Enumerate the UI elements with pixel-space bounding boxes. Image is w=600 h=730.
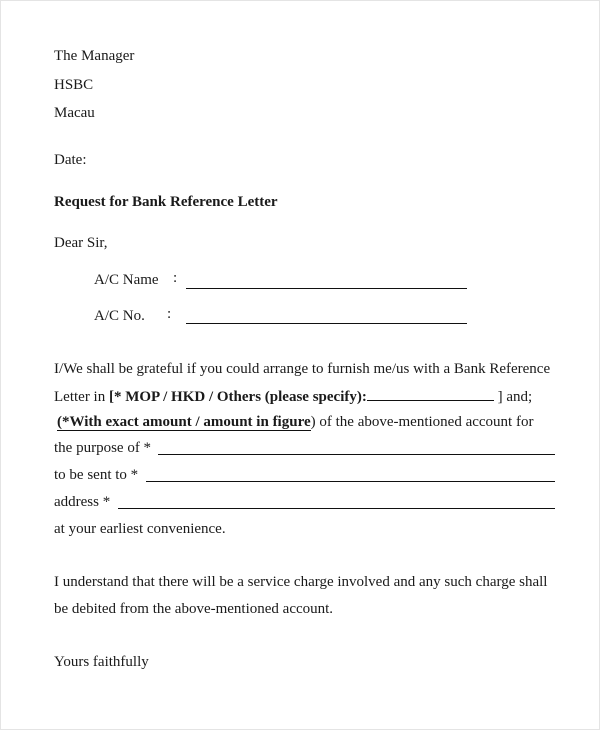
body-text: ) of the above-mentioned account for	[310, 414, 534, 430]
purpose-label: the purpose of *	[54, 440, 152, 456]
charge-line-2: be debited from the above-mentioned account.	[54, 601, 334, 617]
recipient-line-2: HSBC	[54, 77, 94, 93]
body-line-3	[57, 413, 533, 431]
ac-name-field[interactable]	[186, 288, 467, 289]
amount-option: (*With exact amount / amount in figure	[57, 414, 311, 430]
closing: Yours faithfully	[54, 654, 149, 670]
charge-line-1: I understand that there will be a service charge involved and any such charge shall	[54, 574, 548, 590]
ac-no-field[interactable]	[186, 323, 467, 324]
body-line-1: I/We shall be grateful if you could arrange to furnish me/us with a Bank Reference	[54, 361, 551, 377]
body-text: ] and;	[493, 389, 533, 405]
ac-no-colon: :	[167, 306, 172, 322]
body-line-end: at your earliest convenience.	[54, 521, 226, 537]
purpose-field[interactable]	[158, 454, 555, 455]
ac-no-label: A/C No.	[94, 308, 145, 324]
salutation: Dear Sir,	[54, 235, 108, 251]
currency-option: [* MOP / HKD / Others (please specify):	[108, 389, 367, 405]
body-text: Letter in	[54, 389, 109, 405]
body-line-2	[54, 386, 532, 406]
ac-name-label: A/C Name	[94, 272, 159, 288]
address-label: address *	[54, 494, 111, 510]
currency-specify-field[interactable]	[367, 386, 494, 401]
recipient-line-1: The Manager	[54, 48, 135, 64]
sent-to-label: to be sent to *	[54, 467, 139, 483]
recipient-line-3: Macau	[54, 105, 95, 121]
ac-name-colon: :	[173, 270, 178, 286]
sent-to-field[interactable]	[146, 481, 555, 482]
subject-heading: Request for Bank Reference Letter	[54, 194, 278, 210]
date-label: Date:	[54, 152, 87, 168]
address-field[interactable]	[118, 508, 555, 509]
